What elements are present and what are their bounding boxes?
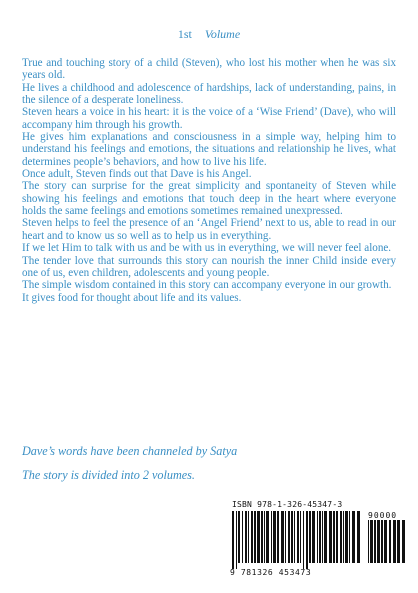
barcode-bar bbox=[309, 511, 311, 563]
barcode-bar bbox=[236, 511, 237, 569]
blurb-text bbox=[22, 57, 396, 304]
barcode-bar bbox=[389, 520, 391, 563]
barcode-bar bbox=[317, 511, 318, 563]
blurb-paragraph: If we let Him to talk with us and be with us in everything, we will never feel alone. bbox=[22, 242, 392, 255]
barcode-bar bbox=[285, 511, 286, 563]
barcode-bar bbox=[340, 511, 342, 563]
barcode-bar bbox=[324, 511, 327, 563]
barcode-bar bbox=[329, 511, 332, 563]
barcode-bar bbox=[357, 511, 360, 563]
barcode-bar bbox=[381, 520, 383, 563]
barcode-bar bbox=[271, 511, 272, 563]
barcode-bar bbox=[254, 511, 256, 563]
barcode-bar bbox=[277, 511, 279, 563]
barcode-bar bbox=[261, 511, 263, 563]
barcode-bar bbox=[368, 520, 369, 563]
barcode-bar bbox=[306, 511, 308, 569]
blurb-paragraph: He lives a childhood and adolescence of hardships, lack of understanding, pains, in the silence of a desperate loneliness. bbox=[22, 81, 396, 107]
barcode-bar bbox=[281, 511, 284, 563]
isbn-barcode bbox=[230, 500, 410, 580]
barcode-bars bbox=[230, 511, 364, 569]
barcode-bar bbox=[291, 511, 293, 563]
blurb-paragraph: It gives food for thought about life and its values. bbox=[22, 291, 242, 304]
barcode-bar bbox=[251, 511, 253, 563]
barcode-bar bbox=[370, 520, 373, 563]
barcode-bar bbox=[393, 520, 396, 563]
barcode-bar bbox=[245, 511, 247, 563]
barcode-bar bbox=[232, 511, 234, 569]
barcode-bar bbox=[273, 511, 276, 563]
barcode-bar bbox=[374, 520, 376, 563]
barcode-bar bbox=[377, 520, 380, 563]
volume-heading bbox=[0, 27, 418, 42]
blurb-paragraph: The story can surprise for the great simplicity and spontaneity of Steven while showing his feelings and emotions that touch deep in the heart where everyone holds the same feelings and emotions sometimes remained unexpressed. bbox=[22, 180, 396, 218]
barcode-bar bbox=[319, 511, 321, 563]
blurb-paragraph: True and touching story of a child (Steven), who lost his mother when he was six years old. bbox=[22, 57, 396, 82]
barcode-bar bbox=[288, 511, 290, 563]
barcode-bar bbox=[336, 511, 338, 563]
barcode-digits: 9 781326 453473 bbox=[230, 568, 312, 577]
blurb-paragraph: Steven helps to feel the presence of an ‘Angel Friend’ next to us, able to read in our heart and to know us so well as to help us in everything. bbox=[22, 217, 396, 242]
blurb-paragraph: The simple wisdom contained in this story can accompany everyone in our growth. bbox=[22, 279, 392, 292]
blurb-paragraph: Steven hears a voice in his heart: it is the voice of a ‘Wise Friend’ (Dave), who will accompany him through his growth. bbox=[22, 106, 396, 131]
barcode-bar bbox=[312, 511, 315, 563]
barcode-bar bbox=[266, 511, 269, 563]
barcode-bar bbox=[294, 511, 295, 563]
barcode-bar bbox=[333, 511, 335, 563]
barcode-bar bbox=[303, 511, 304, 569]
barcode-bar bbox=[300, 511, 301, 563]
blurb-paragraph: Once adult, Steven finds out that Dave is his Angel. bbox=[22, 168, 252, 181]
channeled-note: Dave’s words have been channeled by Satya bbox=[22, 444, 238, 458]
volume-number: 1st bbox=[177, 27, 192, 41]
barcode-bar bbox=[343, 511, 344, 563]
blurb-paragraph: He gives him explanations and consciousness in a simple way, helping him to understand his feelings and emotions, the situations and relationship he lives, what determines people’s behaviors, and how to live his life. bbox=[22, 131, 396, 168]
barcode-bar bbox=[248, 511, 249, 563]
barcode-bar bbox=[257, 511, 260, 563]
barcode-bar bbox=[352, 511, 355, 563]
addon-bars bbox=[366, 520, 408, 569]
barcode-bar bbox=[242, 511, 243, 563]
barcode-bar bbox=[345, 511, 348, 563]
barcode-bar bbox=[322, 511, 323, 563]
barcode-bar bbox=[264, 511, 265, 563]
barcode-bar bbox=[402, 520, 405, 563]
volumes-note: The story is divided into 2 volumes. bbox=[22, 468, 195, 482]
isbn-label: ISBN 978-1-326-45347-3 bbox=[232, 500, 343, 509]
blurb-paragraph: The tender love that surrounds this story can nourish the inner Child inside every one of us, even children, adolescents and young people. bbox=[22, 254, 396, 279]
barcode-bar bbox=[297, 511, 299, 563]
barcode-bar bbox=[349, 511, 350, 563]
addon-label: 90000 bbox=[368, 511, 398, 520]
barcode-bar bbox=[384, 520, 387, 563]
volume-word: Volume bbox=[204, 27, 241, 41]
barcode-bar bbox=[238, 511, 240, 563]
barcode-bar bbox=[397, 520, 400, 563]
